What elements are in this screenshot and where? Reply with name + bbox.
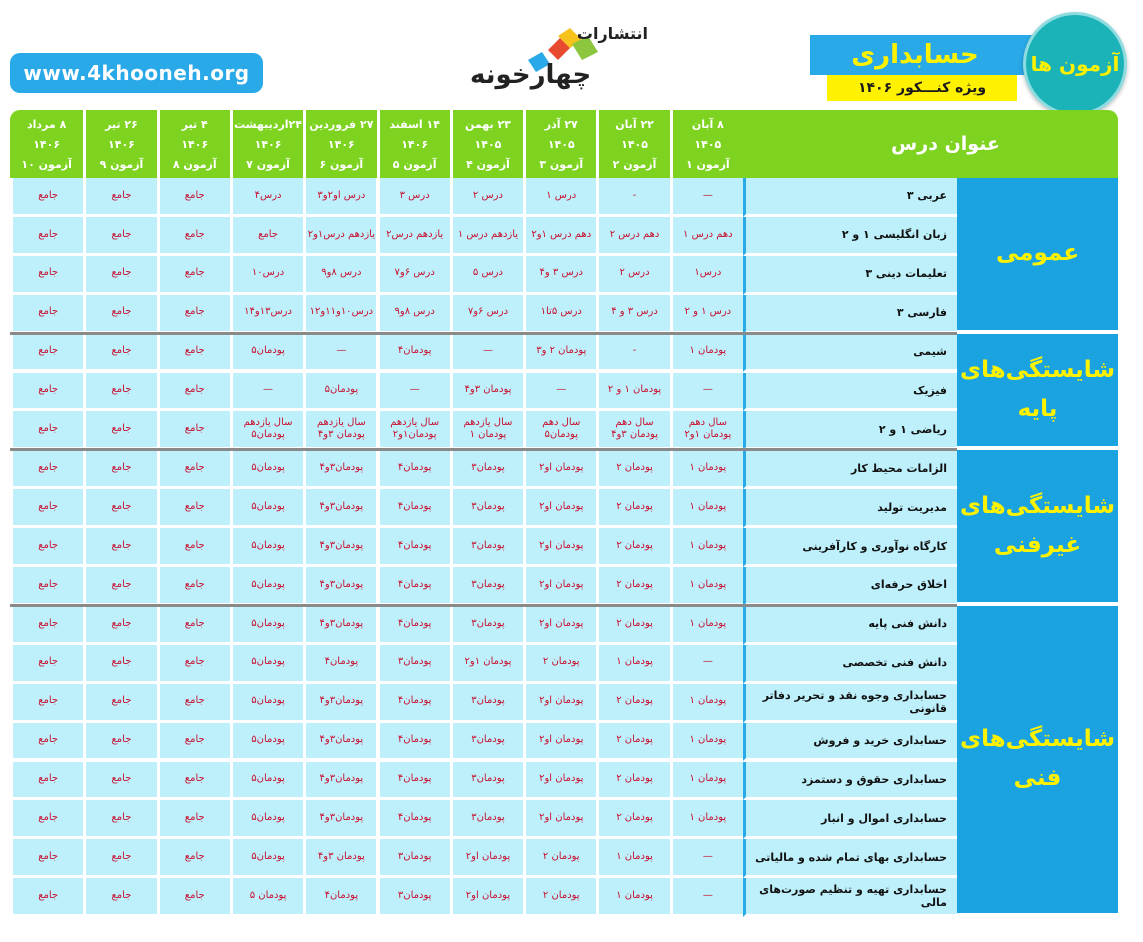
- schedule-cell: پودمان ۲: [523, 878, 596, 917]
- schedule-cell: پودمان۳و۴: [303, 489, 376, 528]
- schedule-cell: پودمان ۱: [670, 528, 743, 567]
- schedule-cell: پودمان۴: [377, 489, 450, 528]
- schedule-cell: پودمان۴: [377, 450, 450, 489]
- schedule-cell: جامع: [157, 567, 230, 606]
- schedule-cell: پودمان ۱و۲: [450, 645, 523, 684]
- schedule-cell: جامع: [10, 334, 83, 373]
- publisher-label: انتشارات: [576, 24, 648, 43]
- subject-cell: فارسی ۳: [743, 295, 957, 334]
- subject-cell: شیمی: [743, 334, 957, 373]
- schedule-cell: پودمان۳: [450, 567, 523, 606]
- subject-cell: حسابداری خرید و فروش: [743, 723, 957, 762]
- schedule-cell: درس ۳: [377, 178, 450, 217]
- schedule-cell: —: [670, 373, 743, 412]
- schedule-cell: پودمان او۲: [523, 684, 596, 723]
- schedule-cell: جامع: [157, 528, 230, 567]
- schedule-cell: پودمان۳: [377, 645, 450, 684]
- schedule-cell: پودمان۵: [230, 489, 303, 528]
- schedule-cell: درس۱۳و۱۴: [230, 295, 303, 334]
- schedule-cell: درس ۸و۹: [377, 295, 450, 334]
- schedule-cell: پودمان۵: [230, 723, 303, 762]
- schedule-cell: جامع: [10, 178, 83, 217]
- schedule-cell: درس ۶و۷: [450, 295, 523, 334]
- schedule-cell: درس۴: [230, 178, 303, 217]
- schedule-cell: پودمان۳: [450, 489, 523, 528]
- schedule-cell: پودمان۳: [450, 528, 523, 567]
- subject-cell: دانش فنی تخصصی: [743, 645, 957, 684]
- schedule-cell: —: [377, 373, 450, 412]
- schedule-cell: پودمان۵: [230, 839, 303, 878]
- schedule-cell: جامع: [83, 411, 156, 450]
- schedule-cell: جامع: [10, 489, 83, 528]
- exam-date: ۲۴اردیبهشت: [234, 117, 302, 131]
- schedule-cell: جامع: [157, 645, 230, 684]
- schedule-cell: درس ۸و۹: [303, 256, 376, 295]
- exam-year: ۱۴۰۶: [401, 137, 429, 151]
- schedule-cell: پودمان ۱: [670, 684, 743, 723]
- subject-cell: حسابداری وجوه نقد و تحریر دفاتر قانونی: [743, 684, 957, 723]
- schedule-cell: پودمان۳: [377, 878, 450, 917]
- schedule-cell: جامع: [10, 800, 83, 839]
- schedule-cell: پودمان۳: [450, 450, 523, 489]
- exam-date: ۱۴ اسفند: [389, 117, 440, 131]
- exam-year: ۱۴۰۵: [547, 137, 575, 151]
- schedule-cell: سال یازدهم پودمان ۳و۴: [303, 411, 376, 450]
- group-divider: [10, 332, 957, 335]
- schedule-cell: جامع: [10, 723, 83, 762]
- schedule-cell: پودمان۴: [377, 567, 450, 606]
- group-label: شایستگی‌های پایه: [957, 334, 1118, 451]
- schedule-cell: پودمان او۲: [523, 762, 596, 801]
- schedule-cell: پودمان ۱: [596, 839, 669, 878]
- schedule-cell: پودمان ۱: [670, 723, 743, 762]
- exam-schedule-table: [10, 110, 1118, 918]
- schedule-cell: جامع: [83, 178, 156, 217]
- schedule-cell: —: [523, 373, 596, 412]
- schedule-cell: جامع: [10, 295, 83, 334]
- subject-cell: تعلیمات دینی ۳: [743, 256, 957, 295]
- subject-cell: الزامات محیط کار: [743, 450, 957, 489]
- schedule-cell: درس ۲: [450, 178, 523, 217]
- exam-name: آزمون ۱۰: [21, 157, 72, 171]
- schedule-cell: جامع: [10, 684, 83, 723]
- schedule-cell: جامع: [157, 723, 230, 762]
- exam-date: ۲۲ آبان: [615, 117, 654, 131]
- schedule-cell: پودمان او۲: [523, 723, 596, 762]
- schedule-cell: پودمان۳و۴: [303, 684, 376, 723]
- schedule-cell: جامع: [157, 450, 230, 489]
- schedule-cell: پودمان۳و۴: [303, 450, 376, 489]
- schedule-cell: جامع: [83, 373, 156, 412]
- exam-name: آزمون ۱: [685, 157, 730, 171]
- exam-date: ۲۶ تیر: [105, 117, 138, 131]
- schedule-cell: درس ۶و۷: [377, 256, 450, 295]
- schedule-cell: پودمان۳و۴: [303, 800, 376, 839]
- schedule-cell: یازدهم درس ۱: [450, 217, 523, 256]
- schedule-cell: جامع: [10, 645, 83, 684]
- schedule-cell: درس۱: [670, 256, 743, 295]
- schedule-cell: —: [303, 334, 376, 373]
- schedule-cell: جامع: [10, 606, 83, 645]
- schedule-cell: جامع: [83, 878, 156, 917]
- schedule-cell: پودمان۴: [377, 762, 450, 801]
- schedule-cell: پودمان۵: [230, 528, 303, 567]
- schedule-cell: پودمان۵: [230, 334, 303, 373]
- schedule-cell: جامع: [157, 178, 230, 217]
- schedule-cell: پودمان ۱ و ۲: [596, 373, 669, 412]
- schedule-cell: پودمان۵: [230, 800, 303, 839]
- schedule-cell: پودمان۳: [450, 800, 523, 839]
- exam-year: ۱۴۰۶: [33, 137, 61, 151]
- schedule-cell: پودمان۳و۴: [303, 528, 376, 567]
- subject-cell: فیزیک: [743, 373, 957, 412]
- schedule-cell: پودمان او۲: [523, 800, 596, 839]
- page-title: حسابداری: [810, 35, 1040, 75]
- exams-badge: آزمون ها: [1023, 12, 1127, 116]
- schedule-cell: جامع: [157, 762, 230, 801]
- schedule-cell: پودمان او۲: [523, 606, 596, 645]
- schedule-cell: پودمان ۱: [596, 645, 669, 684]
- schedule-cell: جامع: [10, 217, 83, 256]
- schedule-cell: پودمان ۲: [596, 606, 669, 645]
- schedule-cell: جامع: [157, 411, 230, 450]
- website-url[interactable]: www.4khooneh.org: [10, 53, 263, 93]
- schedule-cell: جامع: [83, 256, 156, 295]
- schedule-cell: جامع: [157, 334, 230, 373]
- schedule-cell: پودمان۴: [377, 334, 450, 373]
- publisher-logo: [468, 18, 648, 98]
- schedule-cell: پودمان۴: [377, 606, 450, 645]
- schedule-cell: پودمان ۲: [596, 450, 669, 489]
- schedule-cell: پودمان ۲: [596, 489, 669, 528]
- schedule-cell: پودمان ۱: [670, 450, 743, 489]
- schedule-cell: پودمان۴: [303, 645, 376, 684]
- subject-cell: اخلاق حرفه‌ای: [743, 567, 957, 606]
- schedule-cell: جامع: [10, 528, 83, 567]
- schedule-cell: سال دهم پودمان ۱و۲: [670, 411, 743, 450]
- schedule-cell: پودمان ۱: [670, 334, 743, 373]
- schedule-cell: دهم درس ۲: [596, 217, 669, 256]
- subject-cell: مدیریت تولید: [743, 489, 957, 528]
- group-divider: [10, 604, 957, 607]
- schedule-cell: سال یازدهم پودمان ۱: [450, 411, 523, 450]
- exam-date: ۲۷ آذر: [544, 117, 578, 131]
- schedule-cell: پودمان ۲ و۳: [523, 334, 596, 373]
- subject-cell: دانش فنی پایه: [743, 606, 957, 645]
- schedule-cell: پودمان۴: [303, 878, 376, 917]
- schedule-cell: -: [596, 178, 669, 217]
- schedule-cell: پودمان او۲: [523, 489, 596, 528]
- schedule-cell: جامع: [83, 645, 156, 684]
- subject-cell: حسابداری حقوق و دستمزد: [743, 762, 957, 801]
- schedule-cell: پودمان۳و۴: [303, 606, 376, 645]
- exam-header-5: [377, 110, 450, 178]
- schedule-cell: پودمان۵: [230, 684, 303, 723]
- schedule-cell: پودمان او۲: [523, 528, 596, 567]
- schedule-cell: جامع: [10, 411, 83, 450]
- schedule-cell: جامع: [83, 762, 156, 801]
- schedule-cell: —: [670, 878, 743, 917]
- schedule-cell: جامع: [83, 489, 156, 528]
- schedule-cell: پودمان۳و۴: [303, 567, 376, 606]
- subject-column-header: عنوان درس: [891, 133, 1000, 155]
- schedule-cell: پودمان۳و۴: [303, 762, 376, 801]
- schedule-cell: پودمان ۳و۴: [450, 373, 523, 412]
- exam-header-2: [596, 110, 669, 178]
- exam-header-9: [83, 110, 156, 178]
- schedule-cell: جامع: [10, 839, 83, 878]
- schedule-cell: پودمان۳: [450, 762, 523, 801]
- schedule-cell: پودمان ۵: [230, 878, 303, 917]
- schedule-cell: پودمان۵: [303, 373, 376, 412]
- exam-date: ۸ آبان: [691, 117, 724, 131]
- exam-year: ۱۴۰۵: [621, 137, 648, 151]
- schedule-cell: درس ۳ و۴: [523, 256, 596, 295]
- subject-cell: ریاضی ۱ و ۲: [743, 411, 957, 450]
- schedule-cell: پودمان ۱: [670, 762, 743, 801]
- schedule-cell: جامع: [157, 839, 230, 878]
- publisher-name: چهارخونه: [470, 60, 592, 90]
- schedule-cell: درس۱۰: [230, 256, 303, 295]
- group-divider: [10, 448, 957, 451]
- exam-header-4: [450, 110, 523, 178]
- schedule-cell: جامع: [10, 256, 83, 295]
- exam-year: ۱۴۰۵: [694, 137, 722, 151]
- schedule-cell: جامع: [157, 489, 230, 528]
- exam-year: ۱۴۰۶: [108, 137, 135, 151]
- exam-name: آزمون ۲: [612, 157, 657, 171]
- schedule-cell: جامع: [83, 334, 156, 373]
- schedule-cell: پودمان ۲: [596, 723, 669, 762]
- schedule-cell: پودمان ۲: [596, 762, 669, 801]
- schedule-cell: پودمان ۲: [596, 528, 669, 567]
- schedule-cell: سال دهم پودمان ۳و۴: [596, 411, 669, 450]
- exam-date: ۸ مرداد: [27, 117, 67, 131]
- exam-header-1: [670, 110, 743, 178]
- schedule-cell: یازدهم درس۲: [377, 217, 450, 256]
- exam-name: آزمون ۴: [466, 157, 510, 171]
- exam-header-8: [157, 110, 230, 178]
- schedule-cell: -: [596, 334, 669, 373]
- exam-header-6: [303, 110, 376, 178]
- subject-cell: حسابداری تهیه و تنظیم صورت‌های مالی: [743, 878, 957, 917]
- exam-date: ۲۳ بهمن: [464, 117, 511, 131]
- schedule-cell: درس او۲و۳: [303, 178, 376, 217]
- schedule-cell: پودمان۴: [377, 684, 450, 723]
- exam-year: ۱۴۰۶: [327, 137, 355, 151]
- exam-header-3: [523, 110, 596, 178]
- page-subtitle: ویژه کنـــکور ۱۴۰۶: [827, 75, 1017, 101]
- schedule-cell: جامع: [10, 762, 83, 801]
- schedule-cell: پودمان۳: [450, 723, 523, 762]
- schedule-cell: جامع: [157, 217, 230, 256]
- schedule-cell: پودمان ۲: [596, 684, 669, 723]
- schedule-cell: پودمان۵: [230, 450, 303, 489]
- exam-name: آزمون ۸: [172, 157, 217, 171]
- schedule-cell: جامع: [83, 295, 156, 334]
- schedule-cell: جامع: [83, 606, 156, 645]
- subject-cell: حسابداری اموال و انبار: [743, 800, 957, 839]
- exam-name: آزمون ۵: [392, 157, 437, 171]
- schedule-cell: —: [670, 839, 743, 878]
- schedule-cell: پودمان او۲: [450, 878, 523, 917]
- schedule-cell: جامع: [83, 528, 156, 567]
- schedule-cell: جامع: [10, 567, 83, 606]
- schedule-cell: پودمان ۱: [596, 878, 669, 917]
- subject-cell: زبان انگلیسی ۱ و ۲: [743, 217, 957, 256]
- schedule-cell: —: [670, 178, 743, 217]
- exam-year: ۱۴۰۶: [254, 137, 282, 151]
- schedule-cell: درس ۱ و ۲: [670, 295, 743, 334]
- schedule-cell: جامع: [157, 684, 230, 723]
- schedule-cell: سال یازدهم پودمان۵: [230, 411, 303, 450]
- schedule-cell: جامع: [83, 839, 156, 878]
- schedule-cell: جامع: [83, 800, 156, 839]
- schedule-cell: دهم درس ۱: [670, 217, 743, 256]
- exam-name: آزمون ۳: [539, 157, 584, 171]
- exam-year: ۱۴۰۶: [181, 137, 209, 151]
- schedule-cell: پودمان۴: [377, 723, 450, 762]
- schedule-cell: جامع: [157, 373, 230, 412]
- exam-name: آزمون ۶: [319, 157, 364, 171]
- schedule-cell: پودمان او۲: [450, 839, 523, 878]
- schedule-cell: پودمان۵: [230, 762, 303, 801]
- group-label: عمومی: [957, 178, 1118, 334]
- schedule-cell: —: [670, 645, 743, 684]
- schedule-cell: پودمان ۲: [523, 839, 596, 878]
- subject-cell: عربی ۳: [743, 178, 957, 217]
- schedule-cell: یازدهم درس۱و۲: [303, 217, 376, 256]
- group-label: شایستگی‌های غیرفنی: [957, 450, 1118, 606]
- schedule-cell: جامع: [157, 800, 230, 839]
- schedule-cell: پودمان۵: [230, 645, 303, 684]
- schedule-cell: دهم درس ۱و۲: [523, 217, 596, 256]
- schedule-cell: پودمان۴: [377, 528, 450, 567]
- schedule-cell: —: [230, 373, 303, 412]
- schedule-cell: پودمان۴: [377, 800, 450, 839]
- schedule-cell: پودمان ۲: [523, 645, 596, 684]
- schedule-cell: پودمان ۲: [596, 567, 669, 606]
- exam-date: ۲۷ فروردین: [309, 117, 374, 131]
- schedule-cell: سال دهم پودمان۵: [523, 411, 596, 450]
- schedule-cell: درس۱۰و۱۱و۱۲: [303, 295, 376, 334]
- schedule-cell: جامع: [10, 878, 83, 917]
- schedule-cell: جامع: [157, 606, 230, 645]
- schedule-cell: —: [450, 334, 523, 373]
- schedule-cell: درس ۳ و ۴: [596, 295, 669, 334]
- schedule-cell: پودمان ۱: [670, 567, 743, 606]
- schedule-cell: پودمان ۱: [670, 800, 743, 839]
- schedule-cell: پودمان۵: [230, 606, 303, 645]
- schedule-cell: پودمان ۳و۴: [303, 839, 376, 878]
- subject-cell: حسابداری بهای تمام شده و مالیاتی: [743, 839, 957, 878]
- schedule-cell: جامع: [83, 217, 156, 256]
- schedule-cell: جامع: [83, 567, 156, 606]
- schedule-cell: پودمان۳: [450, 684, 523, 723]
- schedule-cell: پودمان ۱: [670, 489, 743, 528]
- schedule-cell: جامع: [230, 217, 303, 256]
- schedule-cell: پودمان۵: [230, 567, 303, 606]
- schedule-cell: پودمان او۲: [523, 450, 596, 489]
- schedule-cell: جامع: [157, 878, 230, 917]
- schedule-cell: درس ۱: [523, 178, 596, 217]
- schedule-cell: جامع: [83, 450, 156, 489]
- schedule-cell: درس ۵: [450, 256, 523, 295]
- exam-name: آزمون ۷: [246, 157, 290, 171]
- schedule-cell: پودمان۳و۴: [303, 723, 376, 762]
- schedule-cell: جامع: [83, 684, 156, 723]
- schedule-cell: جامع: [83, 723, 156, 762]
- schedule-cell: درس ۲: [596, 256, 669, 295]
- exam-header-7: [230, 110, 303, 178]
- subject-cell: کارگاه نوآوری و کارآفرینی: [743, 528, 957, 567]
- schedule-cell: پودمان ۲: [596, 800, 669, 839]
- schedule-cell: پودمان۳: [377, 839, 450, 878]
- schedule-cell: پودمان۳: [450, 606, 523, 645]
- schedule-cell: درس ۵تا۱: [523, 295, 596, 334]
- group-label: شایستگی‌های فنی: [957, 606, 1118, 917]
- schedule-cell: پودمان او۲: [523, 567, 596, 606]
- schedule-cell: جامع: [10, 373, 83, 412]
- schedule-cell: جامع: [157, 256, 230, 295]
- exam-name: آزمون ۹: [99, 157, 144, 171]
- exam-date: ۴ تیر: [181, 117, 208, 131]
- schedule-cell: جامع: [157, 295, 230, 334]
- exam-year: ۱۴۰۵: [474, 137, 502, 151]
- exam-header-10: [10, 110, 83, 178]
- schedule-cell: سال یازدهم پودمان۱و۲: [377, 411, 450, 450]
- schedule-cell: پودمان ۱: [670, 606, 743, 645]
- schedule-cell: جامع: [10, 450, 83, 489]
